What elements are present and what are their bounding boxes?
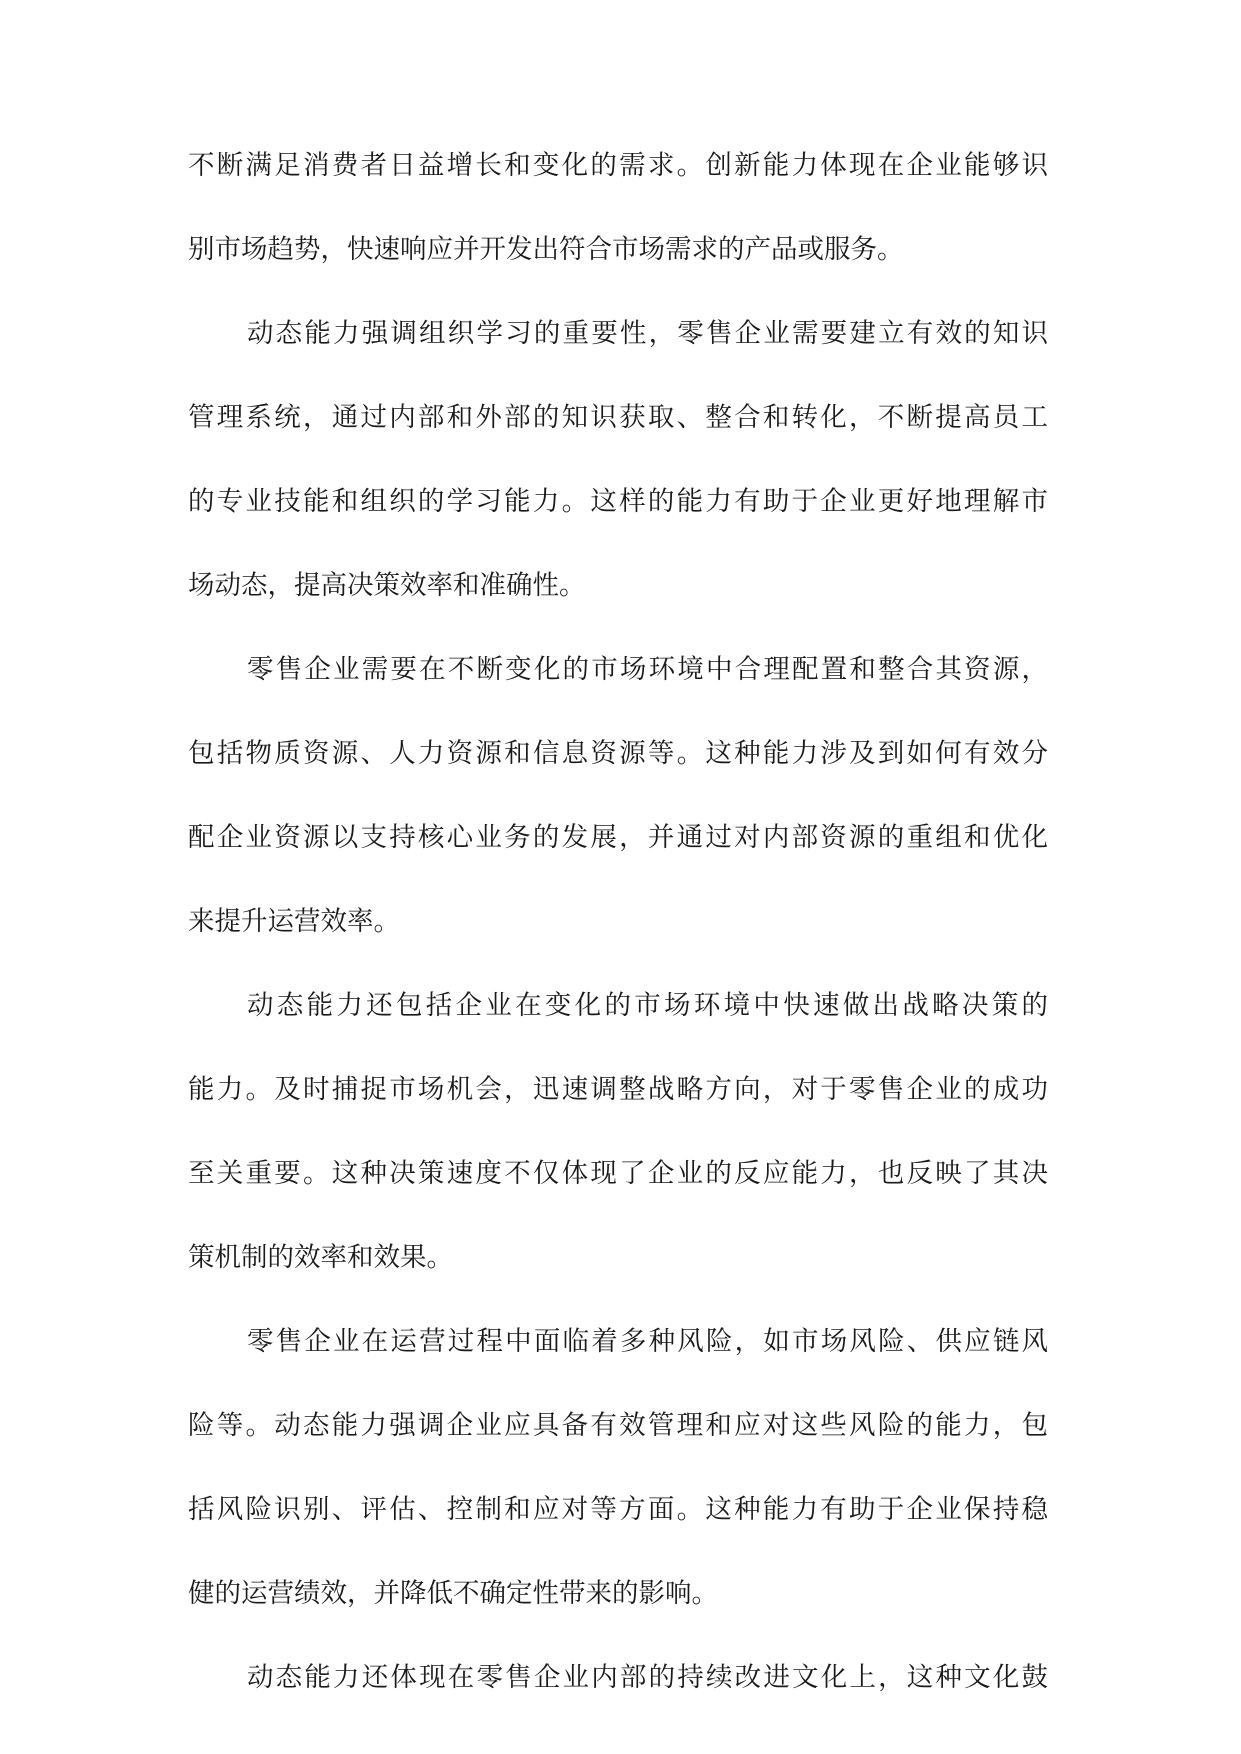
- text-line: 策机制的效率和效果。: [188, 1242, 453, 1273]
- text-line: 零售企业在运营过程中面临着多种风险，如市场风险、供应链风: [247, 1326, 1048, 1357]
- text-line: 包括物质资源、人力资源和信息资源等。这种能力涉及到如何有效分: [188, 738, 1048, 769]
- text-line: 至关重要。这种决策速度不仅体现了企业的反应能力，也反映了其决: [188, 1158, 1048, 1189]
- text-line: 来提升运营效率。: [188, 906, 400, 937]
- text-line: 零售企业需要在不断变化的市场环境中合理配置和整合其资源，: [247, 654, 1048, 685]
- text-line: 管理系统，通过内部和外部的知识获取、整合和转化，不断提高员工: [188, 402, 1048, 433]
- text-line: 能力。及时捕捉市场机会，迅速调整战略方向，对于零售企业的成功: [188, 1074, 1048, 1105]
- text-line: 不断满足消费者日益增长和变化的需求。创新能力体现在企业能够识: [188, 150, 1048, 181]
- text-line: 健的运营绩效，并降低不确定性带来的影响。: [188, 1578, 718, 1609]
- text-line: 括风险识别、评估、控制和应对等方面。这种能力有助于企业保持稳: [188, 1494, 1048, 1525]
- text-line: 动态能力还包括企业在变化的市场环境中快速做出战略决策的: [247, 990, 1048, 1021]
- text-line: 动态能力强调组织学习的重要性，零售企业需要建立有效的知识: [247, 318, 1048, 349]
- body-text: [188, 143, 1048, 1739]
- text-line: 场动态，提高决策效率和准确性。: [188, 570, 586, 601]
- text-line: 动态能力还体现在零售企业内部的持续改进文化上，这种文化鼓: [247, 1662, 1048, 1693]
- text-line: 的专业技能和组织的学习能力。这样的能力有助于企业更好地理解市: [188, 486, 1048, 517]
- text-line: 别市场趋势，快速响应并开发出符合市场需求的产品或服务。: [188, 234, 904, 265]
- text-line: 配企业资源以支持核心业务的发展，并通过对内部资源的重组和优化: [188, 822, 1048, 853]
- text-line: 险等。动态能力强调企业应具备有效管理和应对这些风险的能力，包: [188, 1410, 1048, 1441]
